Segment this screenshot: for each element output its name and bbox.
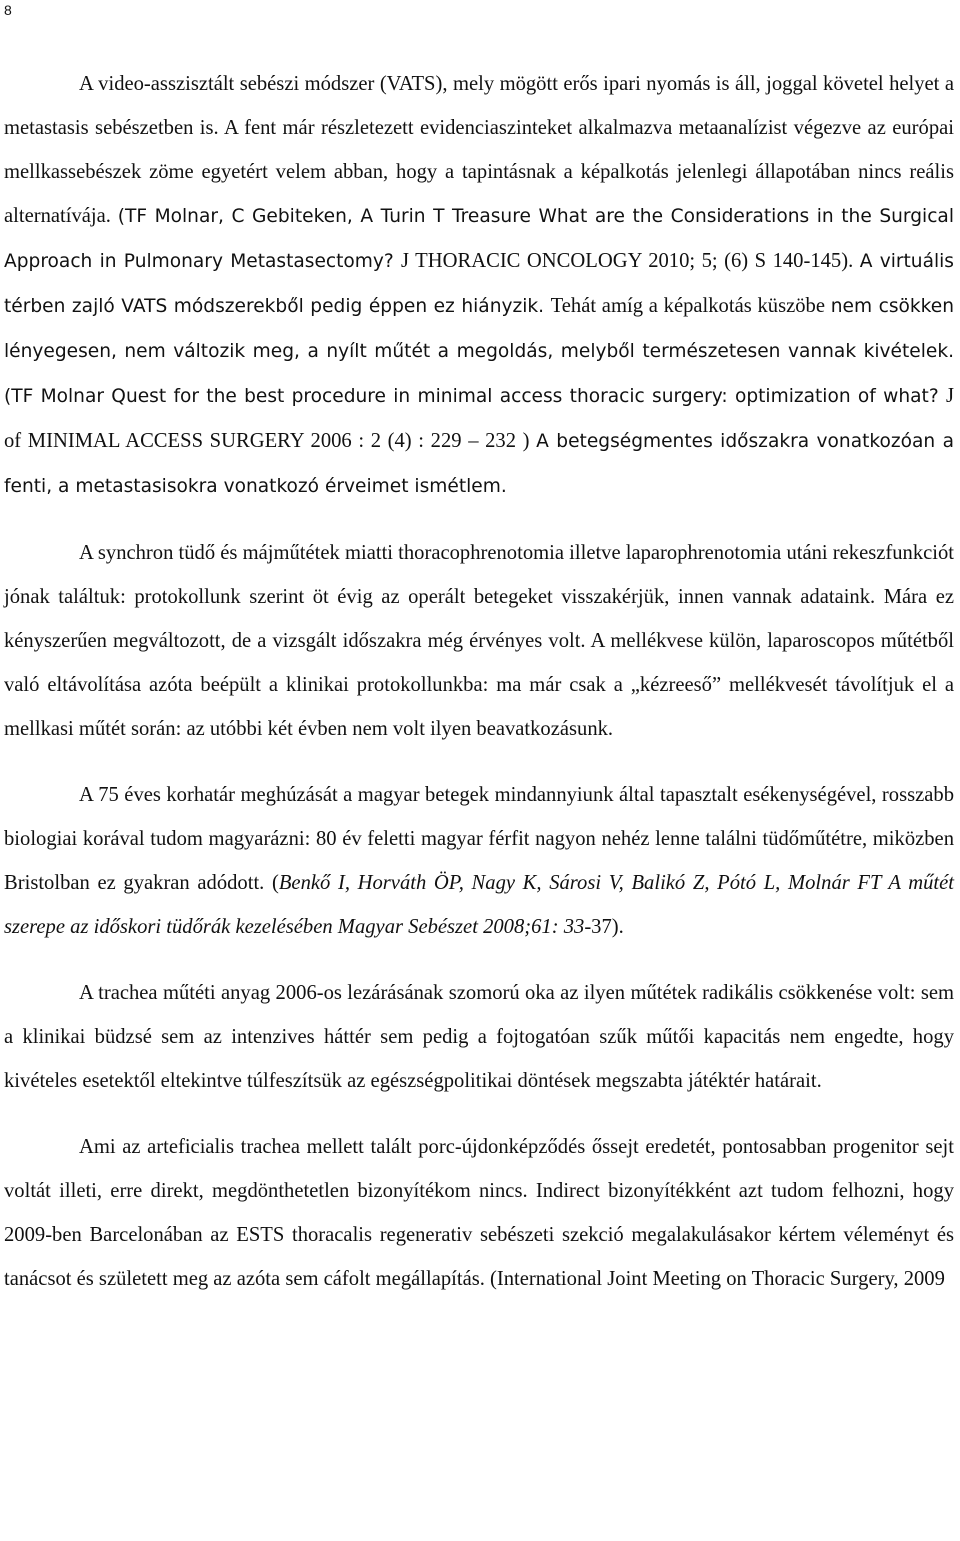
- paragraph-trachea: A trachea műtéti anyag 2006-os lezárásának szomorú oka az ilyen műtétek radikális csökkenése volt: sem a klinikai büdzsé sem az intenzives háttér sem pedig a fojtogatóan szűk műtői kapacitás nem engedte, hogy kivételes esetektől eltekintve túlfeszítsük az egészségpolitikai döntések megszabta játéktér határait.: [4, 982, 954, 1092]
- document-body: [4, 62, 954, 1301]
- paragraph-vats: [4, 62, 954, 509]
- page-number: 8: [4, 2, 12, 18]
- citation-journal-2006: J of MINIMAL ACCESS SURGERY 2006 : 2 (4) : 229 – 232 ): [4, 385, 954, 452]
- text-imaging-threshold: Tehát amíg a képalkotás küszöbe: [550, 295, 831, 317]
- citation-molnar-2010: (TF Molnar, C Gebiteken, A Turin T Treasure What are the Considerations in the Surgical Approach in Pulmonary Metastasectomy?: [4, 206, 954, 272]
- text-vats-intro: A video-asszisztált sebészi módszer (VATS), mely mögött erős ipari nyomás is áll, joggal követel helyet a metastasis sebészetben is. A fent már részletezett evidenciaszinteket alkalmazva metaanalízist végezve az európai mellkassebészek zöme egyetért velem abban, hogy a tapintásnak a képalkotás jelenlegi állapotában nincs reális alternatívája.: [4, 73, 954, 227]
- citation-pages: -37).: [584, 916, 624, 938]
- citation-benko-2008: Benkő I, Horváth ÖP, Nagy K, Sárosi V, Balikó Z, Pótó L, Molnár FT A műtét szerepe az időskori tüdőrák kezelésében Magyar Sebészet 2008;61: 33: [4, 872, 954, 938]
- paragraph-synchron: A synchron tüdő és májműtétek miatti thoracophrenotomia illetve laparophrenotomia utáni rekeszfunkciót jónak találtuk: protokollunk szerint öt évig az operált betegeket visszakérjük, innen vannak adataink. Mára ez kényszerűen megváltozott, de a vizsgált időszakra még érvényes volt. A mellékvese külön, laparoscopos műtétből való eltávolítása azóta beépült a klinikai protokollunkba: ma már csak a „kézreeső” mellékvesét távolítjuk el a mellkasi műtét során: az utóbbi két évben nem volt ilyen beavatkozásunk.: [4, 542, 954, 740]
- text-virtual-space: A virtuális térben zajló VATS módszerekből pedig éppen ez hiányzik.: [4, 251, 954, 317]
- text-disease-free: A betegségmentes időszakra vonatkozóan a fenti, a metastasisokra vonatkozó érveimet ismétlem.: [4, 431, 954, 497]
- paragraph-age-limit: [4, 773, 954, 949]
- text-age-limit: A 75 éves korhatár meghúzását a magyar betegek mindannyiunk által tapasztalt esékenységével, rosszabb biologiai korával tudom magyarázni: 80 év feletti magyar férfit nagyon nehéz lenne találni tüdőműtétre, miközben Bristolban ez gyakran adódott. (: [4, 784, 954, 894]
- citation-journal-2010: J THORACIC ONCOLOGY 2010; 5; (6) S 140-145).: [401, 250, 860, 272]
- citation-molnar-2006: nem csökken lényegesen, nem változik meg, a nyílt műtét a megoldás, melyből természetesen vannak kivételek. (TF Molnar Quest for the best procedure in minimal access thoracic surgery: optimization of what?: [4, 296, 954, 407]
- paragraph-artificial-trachea: Ami az arteficialis trachea mellett talált porc-újdonképződés őssejt eredetét, pontosabban progenitor sejt voltát illeti, erre direkt, megdönthetetlen bizonyítékom nincs. Indirect bizonyítékként azt tudom felhozni, hogy 2009-ben Barcelonában az ESTS thoracalis regenerativ sebészeti szekció megalakulásakor kértem véleményt és tanácsot és született meg az azóta sem cáfolt megállapítás. (International Joint Meeting on Thoracic Surgery, 2009: [4, 1136, 954, 1290]
